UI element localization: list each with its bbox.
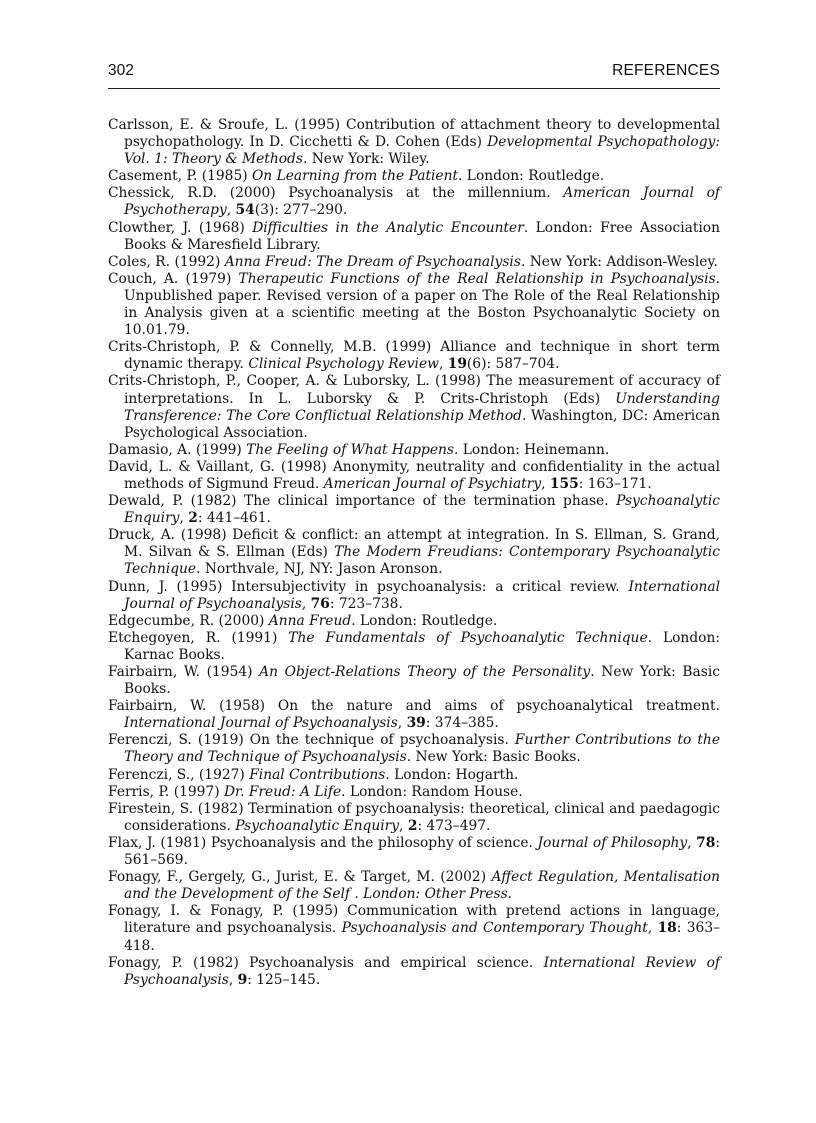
reference-text: Crits-Christoph, P. & Connelly, M.B. (1999) Alliance and technique in short term dynamic therapy. xyxy=(108,339,720,373)
reference-title: American Journal of Psychotherapy xyxy=(124,185,720,219)
reference-tail: . London: Routledge. xyxy=(458,168,605,185)
reference-title: Journal of Philosophy xyxy=(537,834,688,851)
reference-title: Developmental Psychopathology: Vol. 1: Theory & Methods xyxy=(124,134,720,168)
reference-tail: . New York: Addison-Wesley. xyxy=(520,253,718,270)
reference-entry xyxy=(108,664,720,698)
reference-tail: . New York: Basic Books. xyxy=(406,749,581,766)
reference-entry xyxy=(108,767,720,784)
reference-title: The Fundamentals of Psychoanalytic Technique xyxy=(288,629,648,646)
reference-entry xyxy=(108,527,720,578)
reference-list xyxy=(108,117,720,989)
reference-text: Clowther, J. (1968) xyxy=(108,219,253,236)
reference-volume: 54 xyxy=(235,202,255,219)
reference-entry xyxy=(108,254,720,271)
reference-tail: . London: Karnac Books. xyxy=(124,629,720,663)
reference-entry xyxy=(108,185,720,219)
reference-entry xyxy=(108,220,720,254)
reference-tail: . Unpublished paper. Revised version of a paper on The Role of the Real Relationship in Analysis given at a scientific meeting at the Boston Psychoanalytic Society on 10.01.79. xyxy=(124,270,721,339)
reference-entry xyxy=(108,168,720,185)
reference-volume: 2 xyxy=(407,817,418,834)
reference-separator: , xyxy=(541,475,550,492)
reference-volume: 19 xyxy=(447,356,467,373)
reference-title: On Learning from the Patient xyxy=(252,168,459,185)
reference-text: Dunn, J. (1995) Intersubjectivity in psychoanalysis: a critical review. xyxy=(108,578,629,595)
running-header xyxy=(108,62,720,89)
reference-volume: 39 xyxy=(406,715,426,732)
reference-text: Fonagy, F., Gergely, G., Jurist, E. & Target, M. (2002) xyxy=(108,869,492,886)
reference-separator: , xyxy=(301,595,311,612)
reference-text: Carlsson, E. & Sroufe, L. (1995) Contribution of attachment theory to developmental psychopathology. In D. Cicchetti & D. Cohen (Eds) xyxy=(108,117,720,151)
reference-entry xyxy=(108,698,720,732)
reference-text: Firestein, S. (1982) Termination of psychoanalysis: theoretical, clinical and paedagogic considerations. xyxy=(108,800,720,834)
reference-separator: , xyxy=(647,920,658,937)
reference-volume: 2 xyxy=(188,510,198,527)
reference-entry xyxy=(108,801,720,835)
reference-tail: : 561–569. xyxy=(124,834,720,869)
reference-text: Druck, A. (1998) Deficit & conflict: an attempt at integration. In S. Ellman, S. Grand, M. Silvan & S. Ellman (Eds) xyxy=(108,527,720,561)
reference-text: Ferris, P. (1997) xyxy=(108,783,224,800)
reference-tail: . Northvale, NJ, NY: Jason Aronson. xyxy=(196,561,443,578)
reference-entry xyxy=(108,493,720,527)
reference-text: Coles, R. (1992) xyxy=(108,253,225,270)
page-number: 302 xyxy=(108,62,134,79)
reference-tail: . London: Free Association Books & Maresfield Library. xyxy=(124,219,721,253)
reference-text: Chessick, R.D. (2000) Psychoanalysis at the millennium. xyxy=(108,185,564,202)
reference-text: Ferenczi, S., (1927) xyxy=(108,766,250,783)
reference-text: Ferenczi, S. (1919) On the technique of psychoanalysis. xyxy=(108,732,515,749)
reference-entry xyxy=(108,271,720,339)
reference-separator: , xyxy=(438,356,448,373)
reference-title: Therapeutic Functions of the Real Relationship in Psychoanalysis xyxy=(238,270,716,287)
reference-entry xyxy=(108,459,720,493)
reference-text: Dewald, P. (1982) The clinical importance of the termination phase. xyxy=(108,493,617,510)
reference-tail: : 473–497. xyxy=(417,817,491,834)
reference-separator: , xyxy=(687,834,697,851)
reference-title: Psychoanalytic Enquiry xyxy=(124,493,720,527)
reference-tail: (6): 587–704. xyxy=(466,356,560,373)
reference-title: Psychoanalytic Enquiry xyxy=(235,817,400,834)
reference-title: An Object-Relations Theory of the Personality xyxy=(259,664,591,680)
reference-text: Etchegoyen, R. (1991) xyxy=(108,629,289,646)
reference-separator: , xyxy=(228,971,238,988)
reference-title: International Journal of Psychoanalysis xyxy=(124,715,398,732)
reference-tail: . New York: Wiley. xyxy=(302,151,430,168)
reference-title: Affect Regulation, Mentalisation and the Development of the Self . London: Other Press. xyxy=(124,869,720,903)
reference-volume: 18 xyxy=(657,920,677,937)
reference-volume: 76 xyxy=(310,595,330,612)
reference-title: Further Contributions to the Theory and Technique of Psychoanalysis xyxy=(124,732,720,766)
reference-tail: . London: Heinemann. xyxy=(453,441,610,458)
reference-separator: , xyxy=(179,510,189,527)
reference-tail: : 723–738. xyxy=(329,595,403,612)
reference-tail: : 363–418. xyxy=(124,920,720,954)
reference-title: American Journal of Psychiatry xyxy=(323,475,542,492)
reference-title: Clinical Psychology Review xyxy=(248,356,439,373)
reference-text: Fairbairn, W. (1958) On the nature and aims of psychoanalytical treatment. xyxy=(108,698,720,715)
reference-volume: 155 xyxy=(549,475,579,492)
reference-title: Difficulties in the Analytic Encounter xyxy=(252,219,524,236)
reference-tail: : 163–171. xyxy=(578,475,652,492)
reference-text: Edgecumbe, R. (2000) xyxy=(108,612,269,629)
reference-title: Anna Freud: The Dream of Psychoanalysis xyxy=(224,253,521,270)
reference-entry xyxy=(108,955,720,989)
reference-title: Anna Freud xyxy=(268,612,352,629)
reference-text: Crits-Christoph, P., Cooper, A. & Luborsky, L. (1998) The measurement of accuracy of interpretations. In L. Luborsky & P. Crits-Christoph (Eds) xyxy=(108,373,720,407)
reference-text: Fonagy, P. (1982) Psychoanalysis and empirical science. xyxy=(108,954,544,971)
reference-separator: , xyxy=(397,715,407,732)
reference-text: David, L. & Vaillant, G. (1998) Anonymity, neutrality and confidentiality in the actual methods of Sigmund Freud. xyxy=(108,458,720,492)
reference-title: Psychoanalysis and Contemporary Thought xyxy=(341,920,648,937)
reference-title: Dr. Freud: A Life xyxy=(223,783,342,800)
reference-text: Damasio, A. (1999) xyxy=(108,441,247,458)
reference-volume: 9 xyxy=(237,971,248,988)
reference-tail: . New York: Basic Books. xyxy=(124,664,720,698)
reference-tail: . London: Hogarth. xyxy=(385,766,519,783)
reference-text: Flax, J. (1981) Psychoanalysis and the philosophy of science. xyxy=(108,834,538,851)
reference-entry xyxy=(108,903,720,954)
reference-entry xyxy=(108,869,720,903)
reference-entry xyxy=(108,117,720,168)
reference-tail: . London: Random House. xyxy=(341,783,523,800)
reference-entry xyxy=(108,373,720,441)
reference-text: Fairbairn, W. (1954) xyxy=(108,664,260,680)
reference-entry xyxy=(108,579,720,613)
reference-title: International Journal of Psychoanalysis xyxy=(124,578,720,612)
reference-entry xyxy=(108,613,720,630)
reference-title: International Review of Psychoanalysis xyxy=(124,954,720,988)
reference-tail: : 374–385. xyxy=(425,715,499,732)
reference-entry xyxy=(108,339,720,373)
reference-entry xyxy=(108,732,720,766)
reference-title: The Modern Freudians: Contemporary Psychoanalytic Technique xyxy=(124,544,720,578)
reference-entry xyxy=(108,784,720,801)
reference-volume: 78 xyxy=(696,834,716,851)
reference-separator: , xyxy=(399,817,408,834)
reference-tail: : 125–145. xyxy=(247,971,321,988)
reference-title: The Feeling of What Happens xyxy=(246,441,454,458)
reference-separator: , xyxy=(226,202,236,219)
reference-tail: . London: Routledge. xyxy=(351,612,498,629)
reference-text: Couch, A. (1979) xyxy=(108,270,239,287)
reference-entry xyxy=(108,835,720,869)
reference-title: Understanding Transference: The Core Conflictual Relationship Method xyxy=(124,390,720,424)
reference-entry xyxy=(108,630,720,664)
reference-entry xyxy=(108,442,720,459)
reference-tail: : 441–461. xyxy=(197,510,271,527)
reference-tail: (3): 277–290. xyxy=(254,202,348,219)
reference-text: Casement, P. (1985) xyxy=(108,168,252,185)
reference-tail: . Washington, DC: American Psychological Association. xyxy=(124,407,720,441)
reference-text: Fonagy, I. & Fonagy, P. (1995) Communication with pretend actions in language, literature and psychoanalysis. xyxy=(108,903,720,937)
section-title: REFERENCES xyxy=(612,62,720,79)
reference-title: Final Contributions xyxy=(249,766,386,783)
